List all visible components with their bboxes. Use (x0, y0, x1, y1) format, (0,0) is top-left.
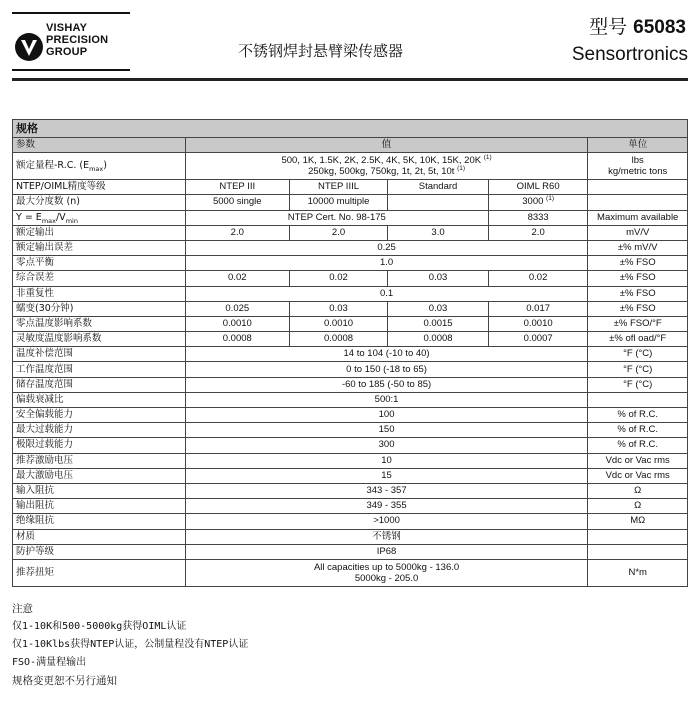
table-row (13, 423, 688, 438)
table-row (13, 301, 688, 316)
param-cell: 材质 (13, 529, 186, 544)
value-cell: 0.0008 (289, 332, 387, 347)
logo-top-line (12, 12, 130, 14)
unit-line1: lbs (631, 155, 644, 167)
product-title: 不锈钢焊封悬臂梁传感器 (238, 42, 404, 60)
unit-cell: ±% FSO (588, 256, 688, 271)
unit-cell (588, 195, 688, 210)
param-cell: 最大分度数 (n) (13, 195, 186, 210)
value-cell: 2.0 (488, 225, 588, 240)
unit-cell: Maximum available (588, 210, 688, 225)
table-row (13, 225, 688, 240)
table-row (13, 468, 688, 483)
value-cell (488, 195, 588, 210)
value-line2-text: 250kg, 500kg, 750kg, 1t, 2t, 5t, 10t (308, 166, 455, 178)
unit-cell: Ω (588, 499, 688, 514)
unit-line2: kg/metric tons (608, 166, 668, 178)
param-cell (13, 210, 186, 225)
value-cell: >1000 (185, 514, 588, 529)
value-cell: 1.0 (185, 256, 588, 271)
unit-cell: N*m (588, 559, 688, 586)
vishay-v-logo-icon (14, 32, 44, 62)
value-line2 (189, 166, 585, 177)
value-cell: 500:1 (185, 392, 588, 407)
param-cell: 安全偏载能力 (13, 408, 186, 423)
value-cell: Standard (388, 180, 489, 195)
value-cell: 0.03 (289, 301, 387, 316)
unit-cell: % of R.C. (588, 438, 688, 453)
value-cell: 0.03 (388, 271, 489, 286)
value-cell: NTEP IIIL (289, 180, 387, 195)
param-sub: max (89, 165, 104, 174)
value-line1: All capacities up to 5000kg - 136.0 (313, 561, 460, 573)
table-row (13, 362, 688, 377)
value-cell: 100 (185, 408, 588, 423)
value-cell: 150 (185, 423, 588, 438)
table-row (13, 240, 688, 255)
value-cell: 300 (185, 438, 588, 453)
header-param: 参数 (13, 138, 186, 153)
unit-cell (588, 529, 688, 544)
table-row (13, 514, 688, 529)
param-cell: NTEP/OIML精度等级 (13, 180, 186, 195)
value-cell: 0.0007 (488, 332, 588, 347)
table-row (13, 153, 688, 180)
company-name-line1: VISHAY (46, 22, 88, 34)
value-cell: 10 (185, 453, 588, 468)
table-row (13, 559, 688, 586)
unit-cell: Vdc or Vac rms (588, 468, 688, 483)
logo-bottom-line (12, 69, 130, 71)
param-cell: 额定输出误差 (13, 240, 186, 255)
value-cell: 0.1 (185, 286, 588, 301)
value-cell: OIML R60 (488, 180, 588, 195)
table-row (13, 392, 688, 407)
table-row (13, 377, 688, 392)
table-row (13, 408, 688, 423)
value-line2: 5000kg - 205.0 (354, 572, 419, 584)
param-cell: 零点温度影响系数 (13, 316, 186, 331)
notes-section (12, 600, 248, 690)
value-cell: 0.25 (185, 240, 588, 255)
param-end: ) (103, 160, 107, 172)
param-sub: min (65, 216, 78, 225)
value-cell (185, 559, 588, 586)
unit-cell: ±% ofl oad/°F (588, 332, 688, 347)
table-row (13, 210, 688, 225)
unit-cell: % of R.C. (588, 408, 688, 423)
value-cell: 2.0 (289, 225, 387, 240)
model-prefix: 型号 (589, 16, 628, 38)
table-row (13, 195, 688, 210)
company-name-line3: GROUP (46, 46, 88, 58)
table-row (13, 180, 688, 195)
unit-cell (588, 392, 688, 407)
unit-cell: ±% FSO (588, 301, 688, 316)
unit-cell: Ω (588, 483, 688, 498)
value-cell: 0.02 (488, 271, 588, 286)
header-divider (12, 78, 688, 81)
value-cell: 0.0015 (388, 316, 489, 331)
note-item: 仅1-10K和500-5000kg获得OIML认证 (12, 621, 187, 632)
unit-cell: ±% FSO (588, 286, 688, 301)
unit-cell (588, 180, 688, 195)
param-cell: 工作温度范围 (13, 362, 186, 377)
table-row (13, 529, 688, 544)
model-label (589, 12, 686, 39)
unit-cell: MΩ (588, 514, 688, 529)
value-line1-text: 500, 1K, 1.5K, 2K, 2.5K, 4K, 5K, 10K, 15K, 20K (281, 155, 482, 167)
table-row (13, 453, 688, 468)
value-cell: 343 - 357 (185, 483, 588, 498)
table-row (13, 347, 688, 362)
param-cell: 输出阻抗 (13, 499, 186, 514)
param-cell: 推荐激励电压 (13, 453, 186, 468)
value-cell: 0.0010 (488, 316, 588, 331)
value-cell: 5000 single (185, 195, 289, 210)
value-cell (185, 153, 588, 180)
value-cell: 0.025 (185, 301, 289, 316)
unit-cell (588, 544, 688, 559)
param-text: Y = E (16, 211, 42, 223)
company-logo (12, 12, 130, 82)
value-cell: 0.017 (488, 301, 588, 316)
param-cell: 综合误差 (13, 271, 186, 286)
value-cell: 10000 multiple (289, 195, 387, 210)
note-item: 规格变更恕不另行通知 (12, 675, 117, 687)
company-name (46, 22, 108, 58)
footnote-mark: (1) (483, 154, 492, 162)
brand-name: Sensortronics (571, 44, 688, 65)
value-cell: 0.02 (289, 271, 387, 286)
param-cell: 防护等级 (13, 544, 186, 559)
value-cell: 2.0 (185, 225, 289, 240)
table-row (13, 316, 688, 331)
unit-cell (588, 153, 688, 180)
param-cell: 灵敏度温度影响系数 (13, 332, 186, 347)
param-cell: 输入阻抗 (13, 483, 186, 498)
notes-title: 注意 (12, 603, 33, 615)
param-cell: 推荐扭矩 (13, 559, 186, 586)
param-cell: 温度补偿范围 (13, 347, 186, 362)
note-item: 仅1-10Klbs获得NTEP认证，公制量程没有NTEP认证 (12, 639, 249, 650)
param-cell: 零点平衡 (13, 256, 186, 271)
value-cell: IP68 (185, 544, 588, 559)
value-cell: 0.0010 (289, 316, 387, 331)
value-text: 3000 (522, 196, 544, 208)
header-value: 值 (185, 138, 588, 153)
param-cell: 最大过载能力 (13, 423, 186, 438)
footnote-mark: (1) (546, 195, 554, 203)
param-sub: max (41, 216, 56, 225)
param-cell: 极限过载能力 (13, 438, 186, 453)
unit-cell: ±% FSO/°F (588, 316, 688, 331)
value-cell: -60 to 185 (-50 to 85) (185, 377, 588, 392)
footnote-mark: (1) (457, 165, 466, 173)
table-row (13, 271, 688, 286)
param-cell: 最大激励电压 (13, 468, 186, 483)
value-cell: 3.0 (388, 225, 489, 240)
unit-cell: % of R.C. (588, 423, 688, 438)
value-cell: 0.03 (388, 301, 489, 316)
table-header-row (13, 138, 688, 153)
unit-cell: Vdc or Vac rms (588, 453, 688, 468)
note-item: FSO-满量程输出 (12, 657, 87, 668)
section-header-row (13, 120, 688, 138)
header-unit: 单位 (588, 138, 688, 153)
param-cell: 额定输出 (13, 225, 186, 240)
value-cell: NTEP III (185, 180, 289, 195)
table-row (13, 499, 688, 514)
spec-table (12, 119, 688, 587)
value-cell: 0.0010 (185, 316, 289, 331)
value-cell: 14 to 104 (-10 to 40) (185, 347, 588, 362)
value-cell: 8333 (488, 210, 588, 225)
value-cell: 0.0008 (388, 332, 489, 347)
unit-cell: °F (°C) (588, 362, 688, 377)
param-cell (13, 153, 186, 180)
unit-cell: °F (°C) (588, 377, 688, 392)
value-line1 (189, 155, 585, 166)
param-cell: 偏载衰减比 (13, 392, 186, 407)
value-cell: 0.0008 (185, 332, 289, 347)
param-cell: 绝缘阻抗 (13, 514, 186, 529)
table-row (13, 256, 688, 271)
value-cell: 不锈钢 (185, 529, 588, 544)
value-cell: 0.02 (185, 271, 289, 286)
value-cell (388, 195, 489, 210)
table-row (13, 544, 688, 559)
unit-cell: ±% FSO (588, 271, 688, 286)
param-cell: 储存温度范围 (13, 377, 186, 392)
company-name-line2: PRECISION (46, 34, 109, 46)
model-number: 65083 (633, 17, 686, 38)
param-text: 额定量程-R.C. (E (16, 160, 90, 172)
value-cell: 0 to 150 (-18 to 65) (185, 362, 588, 377)
unit-cell: °F (°C) (588, 347, 688, 362)
unit-cell: ±% mV/V (588, 240, 688, 255)
param-text: /V (55, 211, 66, 223)
table-row (13, 332, 688, 347)
section-title: 规格 (13, 120, 688, 138)
value-cell: NTEP Cert. No. 98-175 (185, 210, 488, 225)
unit-cell: mV/V (588, 225, 688, 240)
param-cell: 非重复性 (13, 286, 186, 301)
value-cell: 349 - 355 (185, 499, 588, 514)
param-cell: 蠕变(30分钟) (13, 301, 186, 316)
table-row (13, 438, 688, 453)
value-cell: 15 (185, 468, 588, 483)
table-row (13, 483, 688, 498)
table-row (13, 286, 688, 301)
